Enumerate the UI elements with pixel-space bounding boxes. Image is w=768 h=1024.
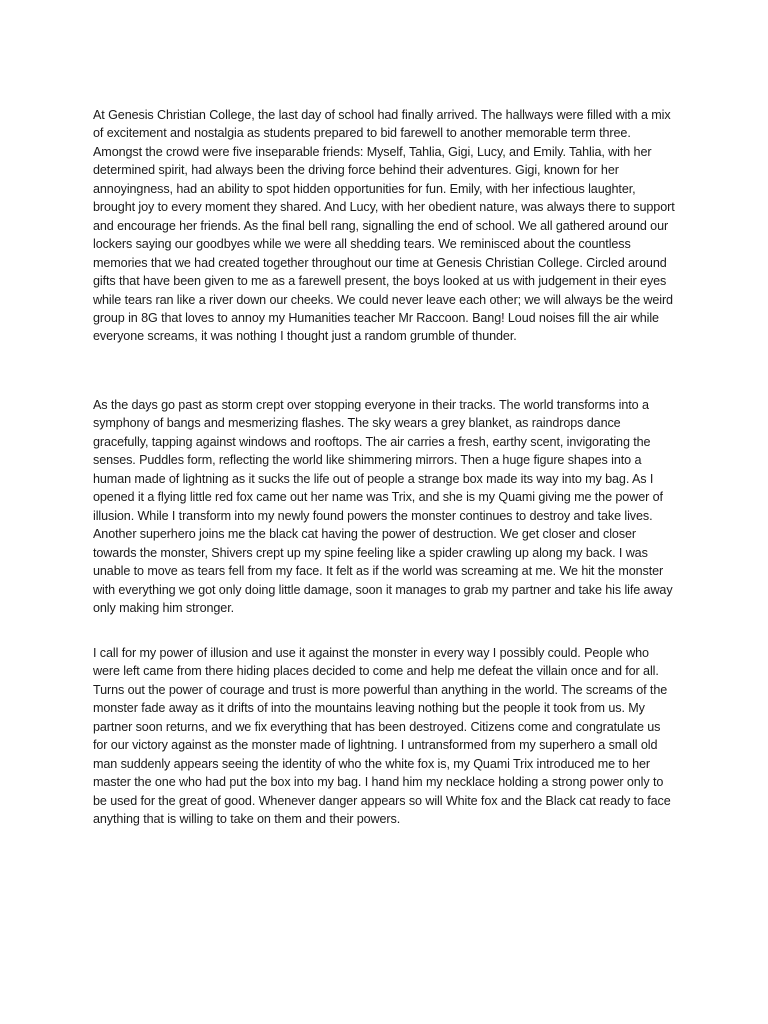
- story-paragraph-1: At Genesis Christian College, the last day of school had finally arrived. The hallways were filled with a mix of excitement and nostalgia as students prepared to bid farewell to another memorable term three. Amongst the crowd were five inseparable friends: Myself, Tahlia, Gigi, Lucy, and Emily. Tahlia, with her determined spirit, had always been the driving force behind their adventures. Gigi, known for her annoyingness, had an ability to spot hidden opportunities for fun. Emily, with her infectious laughter, brought joy to every moment they shared. And Lucy, with her obedient nature, was always there to support and encourage her friends. As the final bell rang, signalling the end of school. We all gathered around our lockers saying our goodbyes while we were all shedding tears. We reminisced about the countless memories that we had created together throughout our time at Genesis Christian College. Circled around gifts that have been given to me as a farewell present, the boys looked at us with judgement in their eyes while tears ran like a river down our cheeks. We could never leave each other; we will always be the weird group in 8G that loves to annoy my Humanities teacher Mr Raccoon. Bang! Loud noises fill the air while everyone screams, it was nothing I thought just a random grumble of thunder.: [93, 108, 675, 344]
- story-paragraph-2: As the days go past as storm crept over stopping everyone in their tracks. The world transforms into a symphony of bangs and mesmerizing flashes. The sky wears a grey blanket, as raindrops dance gracefully, tapping against windows and rooftops. The air carries a fresh, earthy scent, invigorating the senses. Puddles form, reflecting the world like shimmering mirrors. Then a huge figure shapes into a human made of lightning as it sucks the life out of people a strange box made its way into my bag. As I opened it a flying little red fox came out her name was Trix, and she is my Quami giving me the power of illusion. While I transform into my newly found powers the monster continues to destroy and take lives. Another superhero joins me the black cat having the power of destruction. We get closer and closer towards the monster, Shivers crept up my spine feeling like a spider crawling up along my back. I was unable to move as tears fell from my face. It felt as if the world was screaming at me. We hit the monster with everything we got only doing little damage, soon it manages to grab my partner and take his life away only making him stronger.: [93, 398, 673, 615]
- story-paragraph-3: I call for my power of illusion and use it against the monster in every way I possibly could. People who were left came from there hiding places decided to come and help me defeat the villain once and for all. Turns out the power of courage and trust is more powerful than anything in the world. The screams of the monster fade away as it drifts of into the mountains leaving nothing but the people it took from us. My partner soon returns, and we fix everything that has been destroyed. Citizens come and congratulate us for our victory against as the monster made of lightning. I untransformed from my superhero a small old man suddenly appears seeing the identity of who the white fox is, my Quami Trix introduced me to her master the one who had put the box into my bag. I hand him my necklace holding a strong power only to be used for the great of good. Whenever danger appears so will White fox and the Black cat ready to face anything that is willing to take on them and their powers.: [93, 646, 671, 827]
